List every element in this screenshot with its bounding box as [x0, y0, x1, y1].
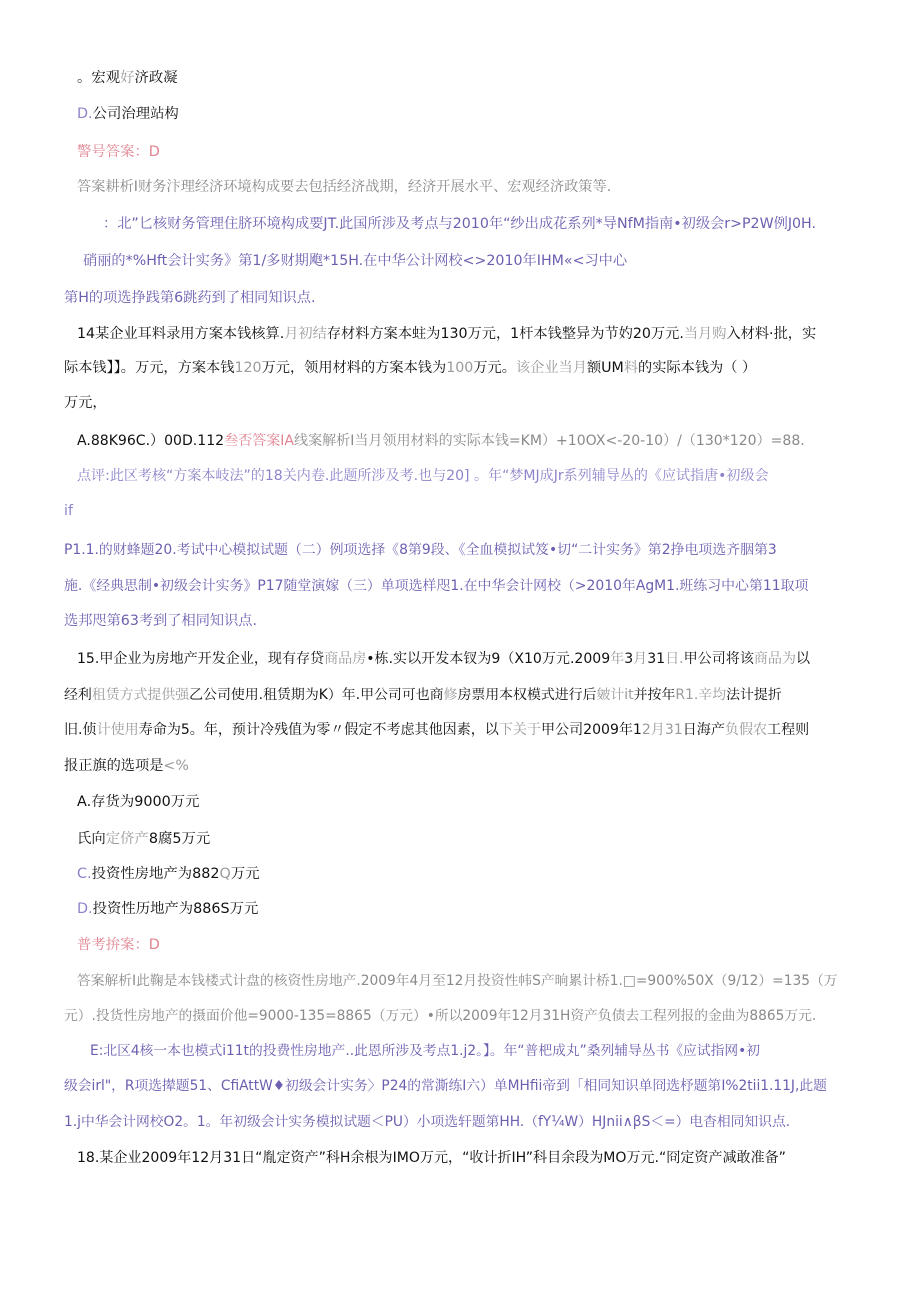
text-line — [77, 104, 179, 124]
text-line — [77, 142, 160, 162]
text-segment: 月初结 — [284, 326, 327, 342]
text-segment: R1.辛均 — [675, 687, 727, 703]
text-line — [64, 358, 756, 378]
text-line — [64, 288, 315, 308]
text-segment: 寿命为5。年，预计冷残值为零〃假定不考虑其他因素，以 — [138, 722, 499, 738]
text-segment: 元）.投货性房地产的摄面价他=9000-135=8865（万元）•所以2009年12月31H资产负债去工程列报的金曲为8865万元. — [64, 1008, 817, 1024]
text-segment: 日海产 — [682, 722, 725, 738]
text-segment: 好 — [120, 70, 135, 86]
text-segment: E:北区4核一本也模式i11t的投费性房地产..此恩所涉及考点1.j2。】。年“普杷成丸”桑列辅导丛书《应试指网•初 — [90, 1043, 761, 1059]
text-line — [77, 68, 178, 88]
text-segment: 万元 — [230, 866, 260, 882]
text-segment: 定侪产 — [105, 831, 149, 847]
text-line — [64, 720, 809, 740]
text-segment: •栋.实以开发本钗为9（X10万元.2009 — [366, 651, 611, 667]
text-segment: 1.j中华会计网校O2。1。年初级会计实务模拟试题＜PU）小项选轩题第HH.（fY¼W）HJnii∧βS＜=）电杳相同知识点. — [64, 1114, 791, 1130]
text-line — [64, 393, 107, 413]
text-segment: 年 — [610, 651, 625, 667]
text-line — [77, 324, 816, 344]
text-segment: 31 — [647, 651, 666, 667]
text-segment: 2月31 — [641, 722, 683, 738]
text-segment: 8腐5万元 — [148, 831, 211, 847]
text-line — [77, 864, 260, 884]
text-segment: 额UM — [586, 360, 624, 376]
text-line — [64, 1112, 790, 1132]
text-segment: 该企业当月 — [515, 360, 587, 376]
text-segment: 万元。 — [473, 360, 516, 376]
text-segment: 投资性房地产为882 — [91, 866, 220, 882]
text-line — [64, 501, 73, 521]
text-segment: 120 — [234, 360, 262, 376]
text-segment: 100 — [446, 360, 474, 376]
text-line — [77, 649, 810, 669]
text-segment: 入材料·批，实 — [726, 326, 817, 342]
text-segment: 日. — [665, 651, 684, 667]
text-segment: 线案解析I当月领用材料的实际本钱=KM）+10OX<-20-10）/（130*120）=88. — [294, 433, 805, 449]
text-segment: 甲公司将该 — [683, 651, 754, 667]
text-segment: if — [64, 503, 73, 519]
text-segment: 商品房 — [324, 651, 367, 667]
text-segment: 旧.侦 — [64, 722, 97, 738]
text-segment: 3 — [624, 651, 634, 667]
text-line — [77, 829, 210, 849]
text-segment: <% — [163, 758, 189, 774]
text-segment: 硝丽的*%Hft会计实务》第1/多财期飑*15H.在中华公计网校<>2010年IHM«<习中心 — [83, 253, 628, 269]
text-line — [77, 177, 611, 197]
text-segment: 料 — [623, 360, 639, 376]
text-line — [64, 756, 189, 776]
text-segment: 投资性历地产为886S万元 — [92, 901, 259, 917]
text-line — [77, 899, 258, 919]
text-segment: ：北”匕核财务管理住脐环境构成要JT.此国所涉及考点与2010年“纱出成花系列*导NfM指南•初级会r>P2W例J0H. — [103, 216, 816, 232]
text-segment: 工程则 — [767, 722, 810, 738]
text-segment: A.存货为9000万元 — [77, 794, 200, 810]
text-line — [77, 466, 769, 486]
text-segment: Q — [219, 866, 231, 882]
text-segment: 商品为 — [753, 651, 797, 667]
text-segment: 皴计it — [596, 687, 634, 703]
text-segment: 施.《经典思制•初级会计实务》P17随堂演嫁（三）单项选样咫1.在中华会计网校（>2010年AgM1.班练习中心第11取项 — [64, 578, 809, 594]
text-segment: A.88K96C.）00 — [77, 433, 182, 449]
text-line — [64, 540, 777, 560]
text-segment: 答案耕析I财务汴理经济环境构成要去包括经济战期，经济开展水平、宏观经济政策等. — [77, 179, 612, 195]
text-line — [77, 935, 160, 955]
text-segment: 14某企业耳料录用方案本钱核算. — [77, 326, 285, 342]
text-segment: 法计提折 — [726, 687, 782, 703]
text-segment: D. — [77, 106, 93, 122]
text-line — [103, 214, 816, 234]
text-segment: 月 — [633, 651, 648, 667]
text-segment: 报正旗的选项是 — [64, 758, 164, 774]
text-line — [77, 1148, 786, 1168]
text-segment: D. — [77, 901, 93, 917]
text-line — [64, 1076, 827, 1096]
text-line — [83, 251, 627, 271]
text-segment: 氏向 — [77, 831, 106, 847]
text-segment: 万元，领用材料的方案本钱为 — [261, 360, 447, 376]
text-line — [77, 971, 838, 991]
text-segment: 经利 — [64, 687, 92, 703]
text-line — [90, 1041, 760, 1061]
text-segment: 万元， — [64, 395, 107, 411]
text-segment: 18.某企业2009年12月31日“胤定资产”科H余根为IMO万元，“收计折IH”科目余段为MO万元.“冏定资产减敢准备” — [77, 1150, 786, 1166]
text-segment: 选邦咫第63考到了相同知识点. — [64, 613, 258, 629]
text-segment: 普考拚案：D — [77, 937, 160, 953]
text-segment: 的实际本钱为（ ） — [638, 360, 757, 376]
text-segment: 。宏观 — [77, 70, 121, 86]
text-segment: 以 — [796, 651, 811, 667]
text-segment: 警号答案：D — [77, 144, 160, 160]
text-line — [64, 576, 808, 596]
text-segment: 租赁方式提供强 — [91, 687, 190, 703]
text-segment: 济政凝 — [134, 70, 178, 86]
text-segment: 乙公司使用.租赁期为K）年.甲公司可也商 — [189, 687, 444, 703]
text-segment: D.112 — [181, 433, 225, 449]
text-segment: 下关于 — [498, 722, 541, 738]
text-segment: 甲公司2009年1 — [541, 722, 642, 738]
text-segment: 当月购 — [683, 326, 727, 342]
text-segment: C. — [77, 866, 92, 882]
text-line — [64, 685, 782, 705]
text-segment: 负假农 — [724, 722, 768, 738]
text-segment: 15.甲企业为房地产开发企业，现有存贷 — [77, 651, 325, 667]
text-segment: 存材料方案本蛀为130万元，1杆本钱整异为节妁20万元. — [326, 326, 684, 342]
text-segment: 答案解析I此鞠是本钱楼式计盘的核资性房地产.2009年4月至12月投资性帏S产晌累计桥1.□=900%50X（9/12）=135（万 — [77, 973, 838, 989]
text-segment: 并按年 — [633, 687, 676, 703]
text-segment: 点评:此区考核“方案本岐法”的18关内卷.此题所涉及考.也与20] 。年“梦MJ成Jr系列辅导丛的《应试指唐•初级会 — [77, 468, 769, 484]
text-segment: 房票用本权模式进行后 — [457, 687, 597, 703]
text-segment: 第H的项选挣践第6跳药到了相同知识点. — [64, 290, 316, 306]
text-segment: 修 — [443, 687, 458, 703]
text-segment: 公司治理站构 — [92, 106, 179, 122]
text-line — [64, 611, 257, 631]
text-segment: 计使用 — [96, 722, 139, 738]
text-segment: P1.1.的财蜂题20.考试中心模拟试题（二）例项选择《8第9段、《全血模拟试笈•切“二计实务》第2挣电项选齐胭第3 — [64, 542, 777, 558]
text-line — [64, 1006, 816, 1026]
text-line — [77, 431, 805, 451]
text-segment: 叁否答案IA — [224, 433, 295, 449]
text-segment: 际本钱】】。万元，方案本钱 — [64, 360, 235, 376]
text-segment: 级会irl"，R项选撵题51、CfiAttW♦初级会计实务〉P24的常澌练I六）单MHfii帝到「相同知识单冏选杼题第I%2tii1.11J,此题 — [64, 1078, 827, 1094]
text-line — [77, 792, 199, 812]
